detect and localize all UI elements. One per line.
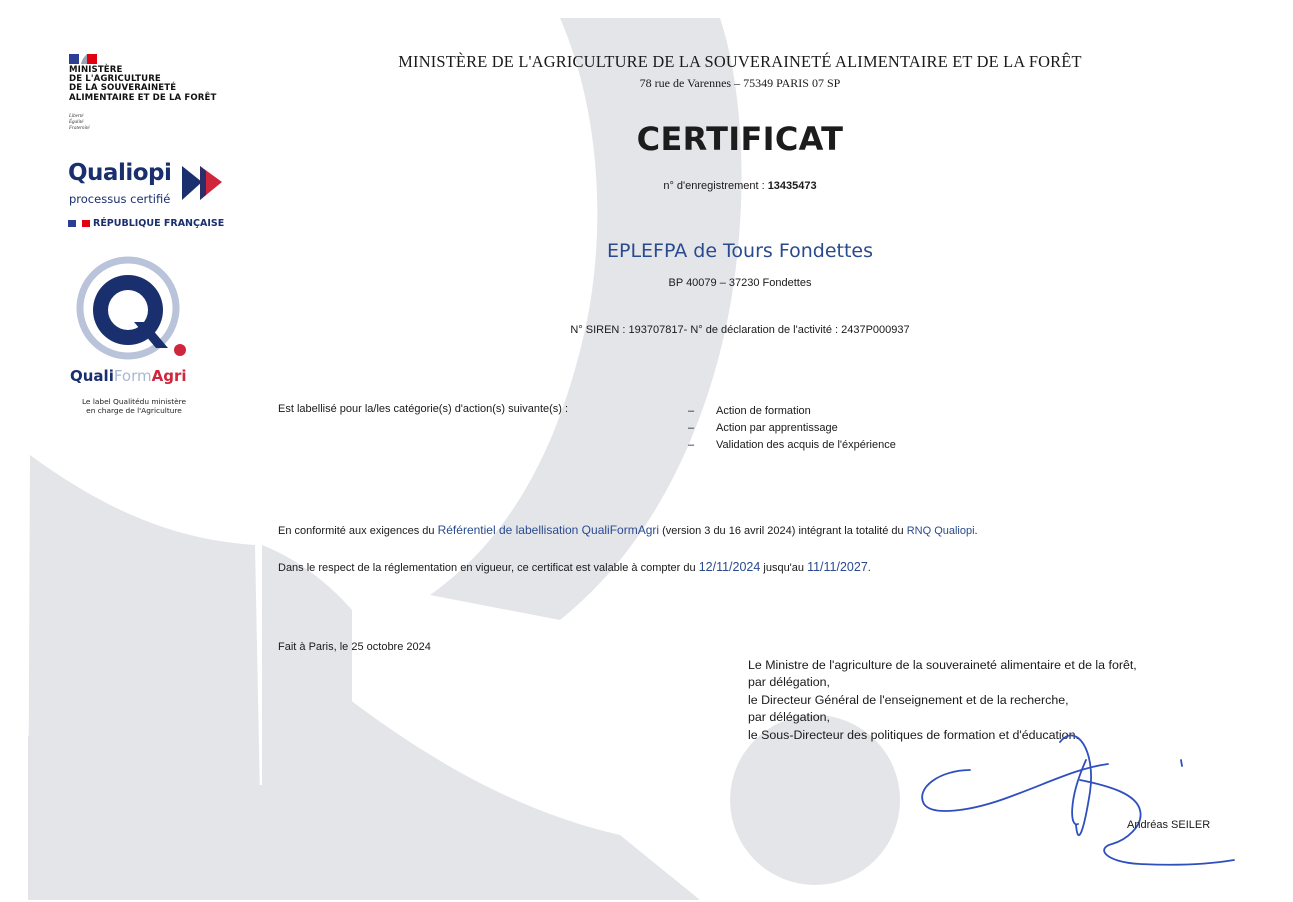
handwritten-signature-icon (910, 720, 1250, 880)
list-dash: – (688, 422, 695, 434)
list-item (688, 420, 896, 437)
qualiformagri-wordmark: QualiFormAgri (70, 367, 187, 385)
validity-text: . (867, 562, 871, 574)
category-label: Validation des acquis de l'éxpérience (716, 439, 896, 451)
list-item (688, 403, 896, 420)
registration-label: n° d'enregistrement : (663, 180, 768, 192)
signatory-line: par délégation, (748, 675, 830, 690)
list-dash: – (688, 405, 695, 417)
categories-list (688, 403, 896, 454)
referentiel-name: Référentiel de labellisation QualiFormAgri (437, 523, 660, 537)
conformity-text: . (974, 525, 978, 537)
signatory-line: par délégation, (748, 710, 830, 725)
list-item (688, 437, 896, 454)
republique-francaise-label: RÉPUBLIQUE FRANÇAISE (93, 218, 225, 229)
conformity-text: (version 3 du 16 avril 2024) intégrant la totalité du (659, 525, 907, 537)
made-at-date: Fait à Paris, le 25 octobre 2024 (278, 641, 431, 653)
categories-intro: Est labellisé pour la/les catégorie(s) d'action(s) suivante(s) : (278, 403, 569, 415)
validity-text: jusqu'au (760, 562, 808, 574)
signatory-line: le Sous-Directeur des politiques de formation et d'éducation. (748, 727, 1079, 742)
republic-motto: Liberté Égalité Fraternité (69, 114, 90, 131)
conformity-text: En conformité aux exigences du (278, 525, 438, 537)
organization-name: EPLEFPA de Tours Fondettes (607, 240, 873, 262)
conformity-line (278, 523, 978, 537)
qualiformagri-caption: Le label Qualitédu ministère en charge de l'Agriculture (81, 397, 187, 415)
validity-end-date: 11/11/2027 (807, 560, 868, 574)
validity-start-date: 12/11/2024 (698, 560, 761, 574)
validity-line (278, 560, 871, 574)
list-dash: – (688, 439, 695, 451)
category-label: Action par apprentissage (716, 422, 838, 434)
validity-text: Dans le respect de la réglementation en vigueur, ce certificat est valable à compter du (278, 562, 699, 574)
republique-flag-icon (68, 220, 90, 227)
marianne-flag-icon (69, 52, 99, 64)
signer-name: Andréas SEILER (1127, 819, 1211, 831)
rnq-qualiopi-name: RNQ Qualiopi (906, 525, 975, 537)
qualiformagri-q-logo-icon (76, 256, 192, 364)
organization-address: BP 40079 – 37230 Fondettes (668, 277, 812, 289)
registration-number: 13435473 (767, 180, 817, 192)
signatory-line: le Directeur Général de l'enseignement et de la recherche, (748, 692, 1069, 707)
qualiopi-arrows-icon (182, 164, 224, 206)
siren-declaration-line: N° SIREN : 193707817- N° de déclaration de l'activité : 2437P000937 (570, 324, 910, 336)
ministry-logo-text: MINISTÈRE DE L'AGRICULTURE DE LA SOUVERAINETÉ ALIMENTAIRE ET DE LA FORÊT (69, 65, 217, 103)
category-label: Action de formation (716, 405, 811, 417)
certificate-title: CERTIFICAT (636, 120, 844, 158)
ministry-header: MINISTÈRE DE L'AGRICULTURE DE LA SOUVERAINETÉ ALIMENTAIRE ET DE LA FORÊT (398, 52, 1082, 71)
signatory-line: Le Ministre de l'agriculture de la souveraineté alimentaire et de la forêt, (748, 658, 1137, 672)
ministry-address: 78 rue de Varennes – 75349 PARIS 07 SP (639, 76, 841, 90)
qualiopi-logo-word: Qualiopi (68, 160, 172, 186)
qualiopi-subtitle: processus certifié (69, 192, 171, 206)
registration-line (270, 180, 1210, 192)
